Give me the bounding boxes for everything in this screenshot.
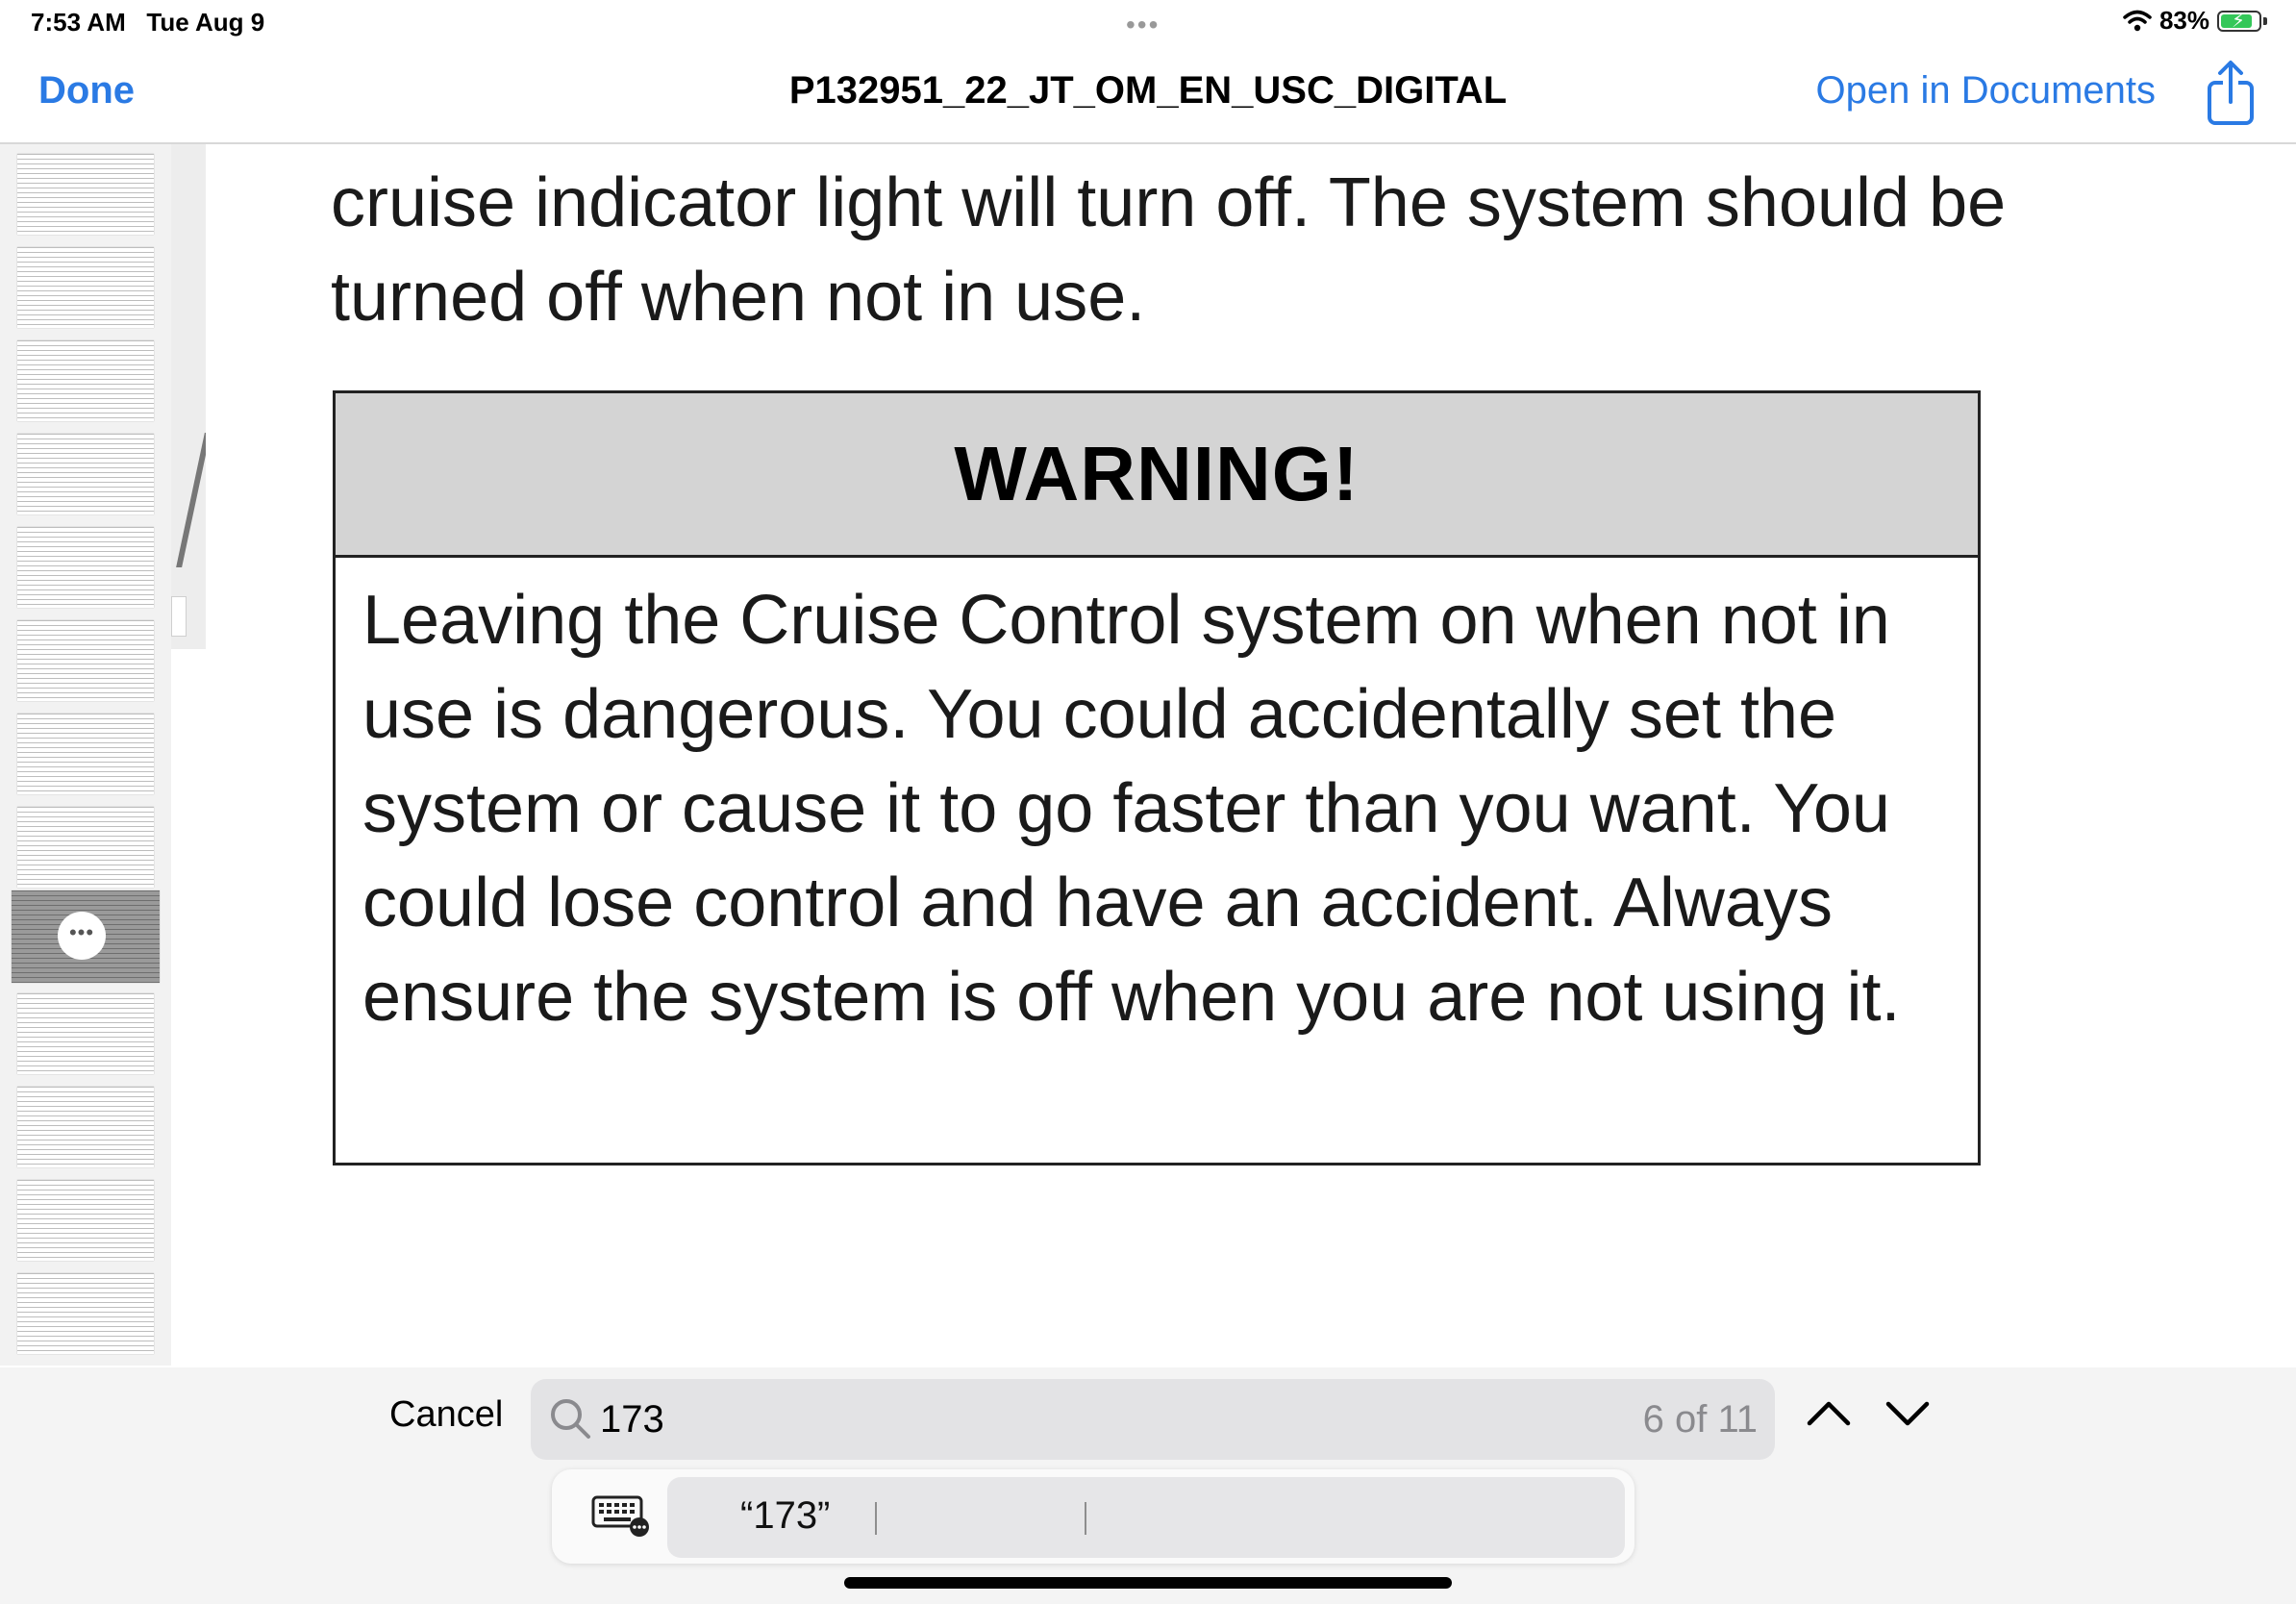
search-input[interactable] [600, 1392, 1465, 1446]
next-match-button[interactable] [1879, 1389, 1936, 1437]
battery-charging-icon [2217, 11, 2261, 32]
document-page[interactable] [206, 144, 2296, 1366]
page-thumbnail[interactable] [17, 154, 154, 235]
page-thumbnail[interactable] [17, 340, 154, 421]
page-thumbnail[interactable] [17, 247, 154, 328]
keyboard-toggle-button[interactable] [590, 1494, 652, 1539]
warning-title: WARNING! [954, 431, 1360, 516]
suggestion-divider [1085, 1502, 1086, 1535]
page-thumbnail[interactable] [17, 1180, 154, 1261]
page-thumbnail-selected[interactable] [12, 890, 160, 983]
nav-bar [0, 48, 2296, 144]
suggestion-bar [667, 1477, 1625, 1558]
page-thumbnail[interactable] [17, 434, 154, 514]
page-thumbnail[interactable] [17, 714, 154, 794]
status-bar [0, 0, 2296, 48]
body-text: cruise indicator light will turn off. The system should be turned off when not in use. [331, 164, 2007, 336]
document-title: P132951_22_JT_OM_EN_USC_DIGITAL [788, 69, 1508, 112]
chevron-down-icon [1879, 1389, 1936, 1437]
thumbnail-scroll-strip[interactable] [171, 144, 206, 649]
wifi-icon [2123, 10, 2152, 33]
status-right [2123, 6, 2267, 36]
home-indicator[interactable] [844, 1577, 1452, 1589]
find-bar [0, 1367, 2296, 1604]
thumbnail-more-button[interactable]: ••• [58, 912, 106, 960]
page-thumbnail[interactable] [17, 527, 154, 608]
warning-text: Leaving the Cruise Control system on when not in use is dangerous. You could accidentally set the system or cause it to go faster than you want. You could lose control and have an accident. Always ensure the system is off when you are not using it. [362, 582, 1901, 1036]
search-field[interactable] [531, 1379, 1775, 1460]
page-thumbnail[interactable] [17, 620, 154, 701]
keyboard-suggestion-strip [552, 1469, 1635, 1564]
page-thumbnail-sidebar[interactable] [0, 144, 171, 1366]
match-count: 6 of 11 [1642, 1398, 1758, 1441]
chevron-up-icon [1800, 1389, 1858, 1437]
status-date: Tue Aug 9 [146, 8, 265, 37]
suggestion-divider [875, 1502, 877, 1535]
warning-header [336, 393, 1978, 558]
suggestion-1[interactable]: “173” [740, 1494, 831, 1537]
search-icon [546, 1394, 594, 1442]
share-icon[interactable] [2202, 60, 2259, 127]
previous-match-button[interactable] [1800, 1389, 1858, 1437]
scroll-handle[interactable] [171, 596, 187, 637]
page-thumbnail[interactable] [17, 1273, 154, 1354]
warning-box [333, 390, 1981, 1165]
multitasking-dots[interactable]: ••• [1126, 10, 1160, 39]
cancel-button[interactable]: Cancel [389, 1394, 504, 1435]
charging-bolt-icon: ⚡ [2232, 10, 2246, 32]
done-button[interactable]: Done [38, 69, 135, 112]
page-thumbnail[interactable] [17, 993, 154, 1074]
battery-percent: 83% [2159, 6, 2209, 35]
status-time-date [31, 8, 264, 38]
keyboard-icon [590, 1494, 652, 1539]
page-thumbnail[interactable] [17, 1087, 154, 1167]
page-thumbnail[interactable] [17, 807, 154, 888]
status-time: 7:53 AM [31, 8, 126, 37]
battery-tip [2263, 17, 2267, 25]
open-in-documents-button[interactable]: Open in Documents [1815, 69, 2156, 112]
